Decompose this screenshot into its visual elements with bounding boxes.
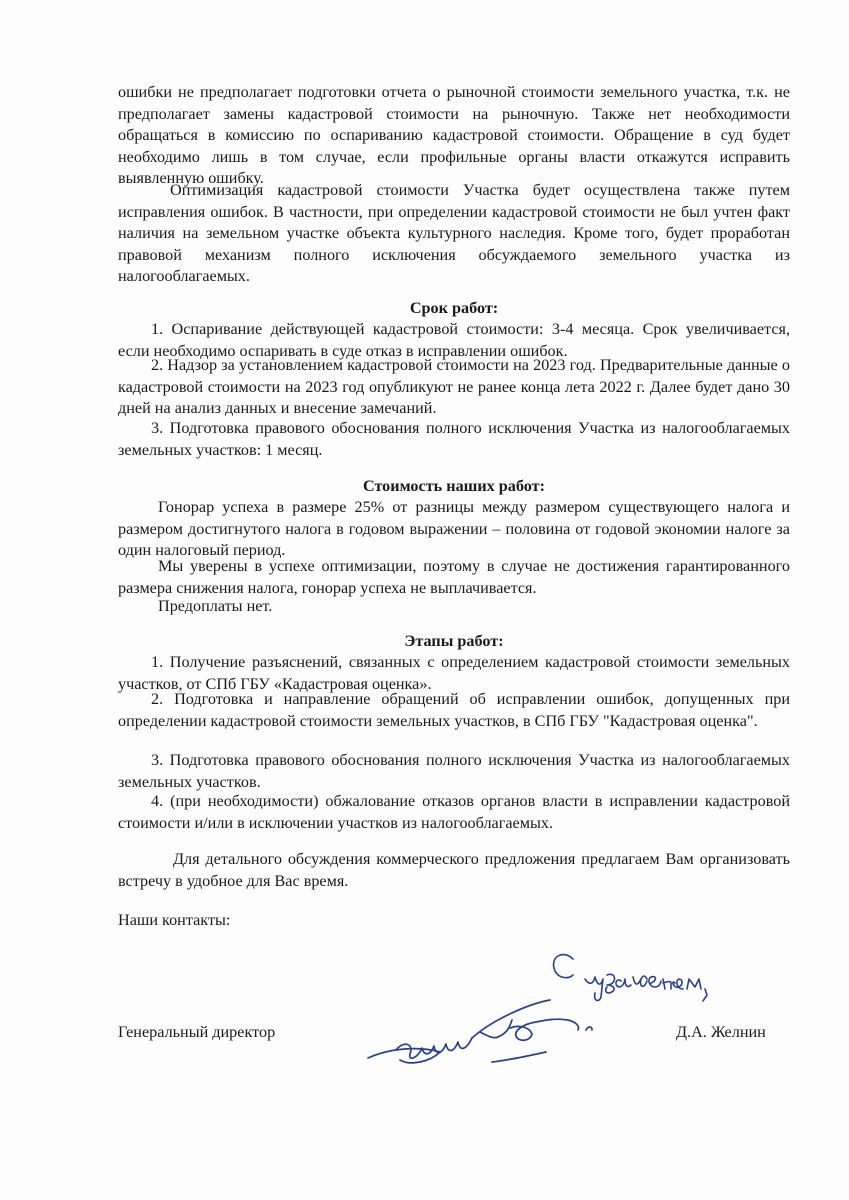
stages-item-2: 2. Подготовка и направление обращений об исправлении ошибок, допущенных при определении кадастровой стоимости земельных участков, в СПб ГБУ "Кадастровая оценка".	[118, 690, 790, 730]
cost-paragraph-2: Мы уверены в успехе оптимизации, поэтому в случае не достижения гарантированного размера снижения налога, гонорар успеха не выплачивается.	[118, 557, 790, 597]
timeline-heading: Срок работ:	[409, 299, 499, 317]
timeline-item-2: 2. Надзор за установлением кадастровой стоимости на 2023 год. Предварительные данные о кадастровой стоимости на 2023 год опубликуют не ранее конца лета 2022 г. Далее будет дано 30 дней на анализ данных и внесение замечаний.	[118, 356, 790, 417]
timeline-item-1: 1. Оспаривание действующей кадастровой стоимости: 3-4 месяца. Срок увеличивается, если необходимо оспаривать в суде отказ в исправлении ошибок.	[118, 320, 790, 360]
stages-item-4: 4. (при необходимости) обжалование отказов органов власти в исправлении кадастровой стоимости и/или в исключении участков из налогооблагаемых.	[118, 792, 790, 832]
intro-paragraph-1: ошибки не предполагает подготовки отчета о рыночной стоимости земельного участка, т.к. не предполагает замены кадастровой стоимости на рыночную. Также нет необходимости обращаться в комиссию по оспариванию кадастровой стоимости. Обращение в суд будет необходимо лишь в том случае, если профильные органы власти откажутся исправить выявленную ошибку.	[118, 83, 790, 187]
stages-item-3: 3. Подготовка правового обоснования полного исключения Участка из налогооблагаемых земельных участков.	[118, 751, 790, 791]
closing-paragraph: Для детального обсуждения коммерческого предложения предлагаем Вам организовать встречу в удобное для Вас время.	[118, 850, 790, 890]
signatory-name: Д.А. Желнин	[676, 1023, 766, 1041]
stages-item-1: 1. Получение разъяснений, связанных с определением кадастровой стоимости земельных участков, от СПб ГБУ «Кадастровая оценка».	[118, 653, 790, 693]
cost-heading: Стоимость наших работ:	[362, 477, 546, 495]
signature	[360, 990, 610, 1080]
signatory-position: Генеральный директор	[118, 1023, 276, 1041]
cost-paragraph-3: Предоплаты нет.	[158, 597, 273, 615]
timeline-item-3: 3. Подготовка правового обоснования полного исключения Участка из налогооблагаемых земельных участков: 1 месяц.	[118, 419, 790, 459]
cost-paragraph-1: Гонорар успеха в размере 25% от разницы между размером существующего налога и размером достигнутого налога в годовом выражении – половина от годовой экономии налоге за один налоговый период.	[118, 498, 790, 559]
contacts-label: Наши контакты:	[118, 911, 231, 929]
stages-heading: Этапы работ:	[404, 632, 504, 650]
intro-paragraph-2: Оптимизация кадастровой стоимости Участка будет осуществлена также путем исправления ошибок. В частности, при определении кадастровой стоимости не был учтен факт наличия на земельном участке объекта культурного наследия. Кроме того, будет проработан правовой механизм полного исключения обсуждаемого земельного участка из налогооблагаемых.	[118, 181, 790, 285]
